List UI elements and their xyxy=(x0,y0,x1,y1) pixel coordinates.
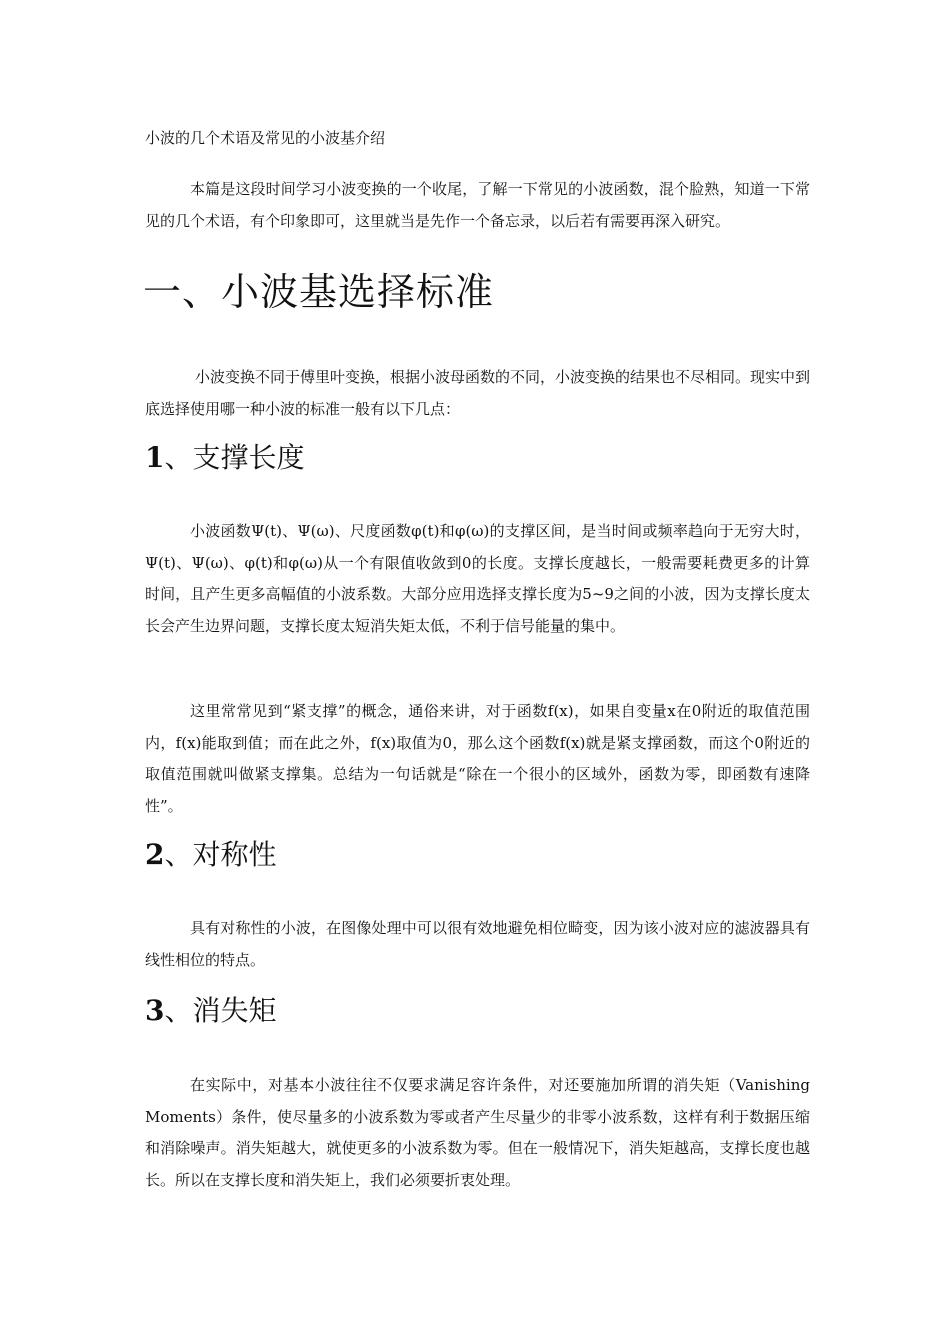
document-title: 小波的几个术语及常见的小波基介绍 xyxy=(145,129,386,147)
symmetry-paragraph: 具有对称性的小波，在图像处理中可以很有效地避免相位畸变，因为该小波对应的滤波器具有线性相位的特点。 xyxy=(145,919,810,969)
subheading-support-length xyxy=(145,439,305,477)
subheading-symmetry xyxy=(145,836,277,874)
support-length-paragraph-1: 小波函数Ψ(t)、Ψ(ω)、尺度函数φ(t)和φ(ω)的支撑区间，是当时间或频率趋向于无穷大时，Ψ(t)、Ψ(ω)、φ(t)和φ(ω)从一个有限值收敛到0的长度。支撑长度越长，一般需要耗费更多的计算时间，且产生更多高幅值的小波系数。大部分应用选择支撑长度为5~9之间的小波，因为支撑长度太长会产生边界问题，支撑长度太短消失矩太低，不利于信号能量的集中。 xyxy=(145,522,810,635)
subheading-number: 2 xyxy=(145,838,165,871)
subheading-number: 3 xyxy=(145,994,165,1027)
subheading-number: 1 xyxy=(145,441,165,474)
intro-paragraph: 本篇是这段时间学习小波变换的一个收尾，了解一下常见的小波函数，混个脸熟，知道一下常见的几个术语，有个印象即可，这里就当是先作一个备忘录，以后若有需要再深入研究。 xyxy=(145,180,810,230)
support-length-paragraph-2: 这里常常见到“紧支撑”的概念，通俗来讲，对于函数f(x)，如果自变量x在0附近的取值范围内，f(x)能取到值；而在此之外，f(x)取值为0，那么这个函数f(x)就是紧支撑函数，而这个0附近的取值范围就叫做紧支撑集。总结为一句话就是“除在一个很小的区域外，函数为零，即函数有速降性”。 xyxy=(145,702,810,815)
subheading-text: 、对称性 xyxy=(164,838,277,871)
subheading-text: 、消失矩 xyxy=(164,994,277,1027)
subheading-vanishing-moments xyxy=(145,992,277,1030)
section-heading-1: 一、小波基选择标准 xyxy=(143,270,495,314)
subheading-text: 、支撑长度 xyxy=(164,441,305,474)
vanishing-moments-paragraph: 在实际中，对基本小波往往不仅要求满足容许条件，对还要施加所谓的消失矩（Vanishing Moments）条件，使尽量多的小波系数为零或者产生尽量少的非零小波系数，这样有利于数据压缩和消除噪声。消失矩越大，就使更多的小波系数为零。但在一般情况下，消失矩越高，支撑长度也越长。所以在支撑长度和消失矩上，我们必须要折衷处理。 xyxy=(145,1076,810,1189)
section-1-paragraph: 小波变换不同于傅里叶变换，根据小波母函数的不同，小波变换的结果也不尽相同。现实中到底选择使用哪一种小波的标准一般有以下几点： xyxy=(145,368,811,418)
